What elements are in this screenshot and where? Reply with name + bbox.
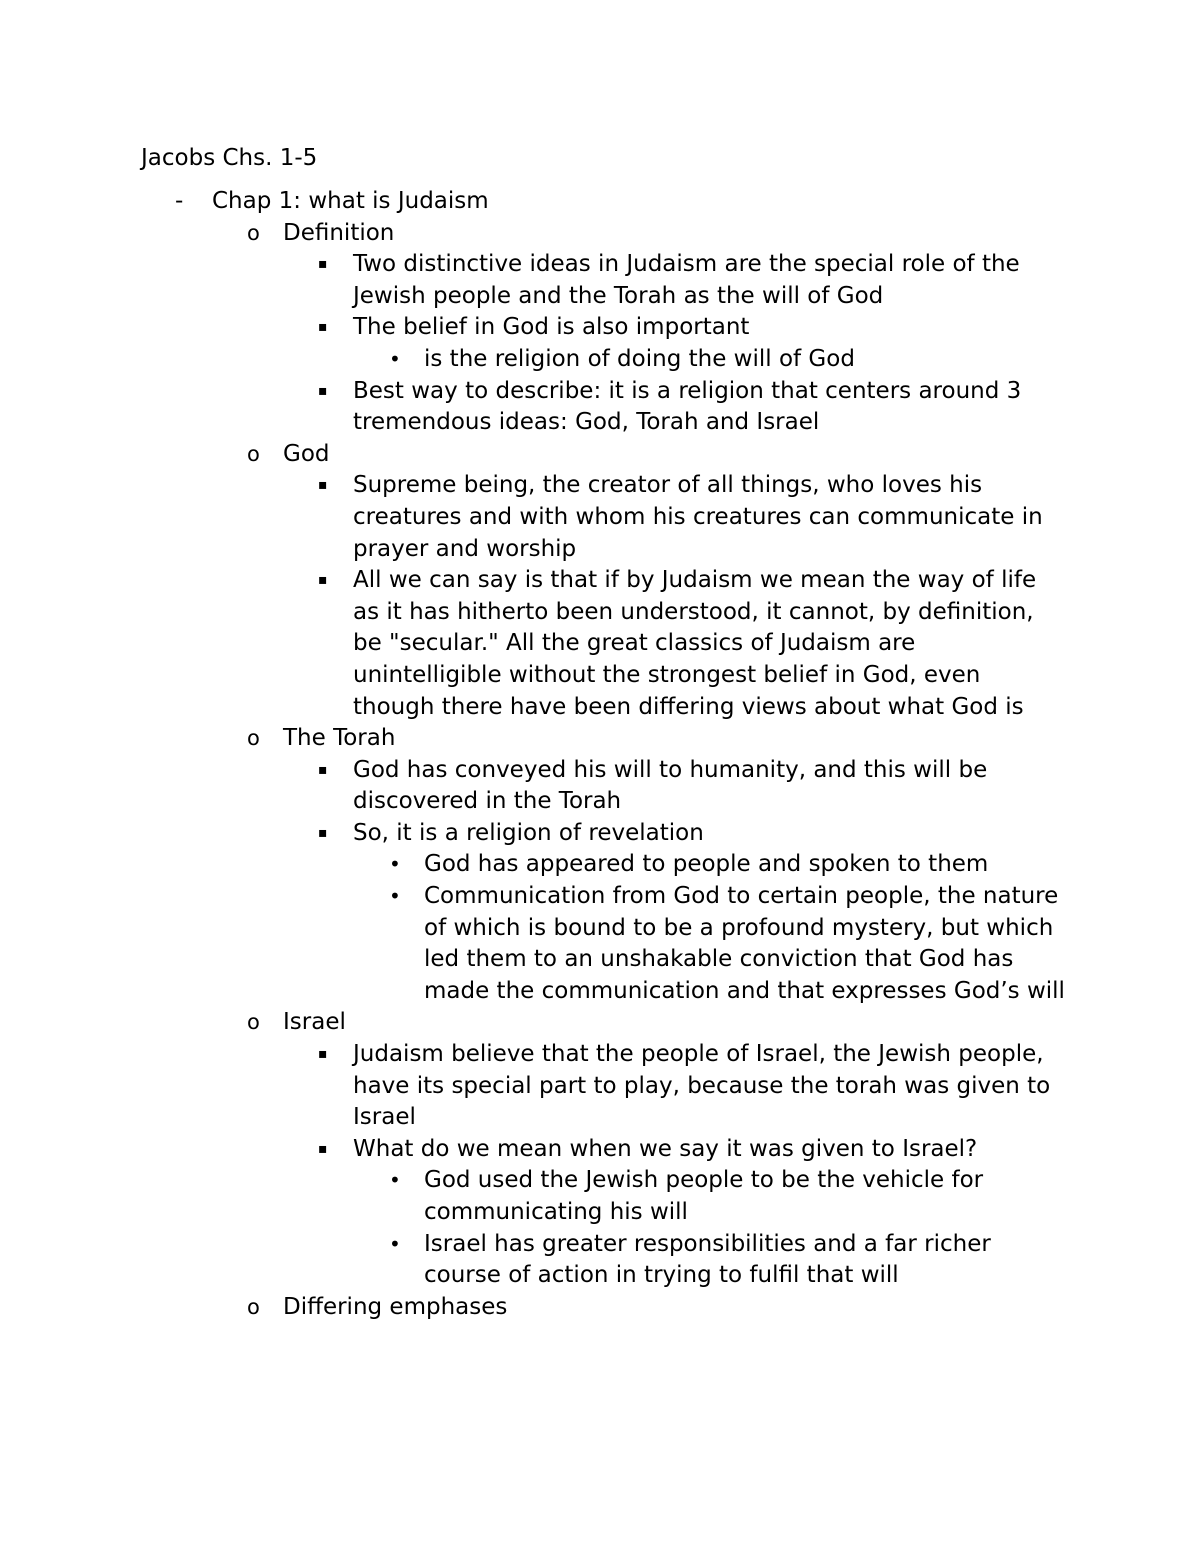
list-item-israel (0, 1007, 1063, 1039)
bullet-marker: • (389, 884, 401, 909)
list-item (0, 755, 1065, 818)
list-item-text: God used the Jewish people to be the vehicle for communicating his will (424, 1167, 984, 1225)
list-item-definition (0, 218, 1063, 250)
list-item (0, 1039, 1065, 1134)
list-item-text: What do we mean when we say it was given to Israel? (353, 1135, 978, 1162)
list-item (0, 818, 1065, 850)
circle-marker: o (247, 1294, 260, 1319)
list-item (0, 881, 1065, 1007)
list-item-text: God has appeared to people and spoken to them (424, 851, 989, 878)
bullet-marker: • (389, 1168, 401, 1193)
list-item (0, 470, 1065, 565)
square-marker: ▪ (318, 382, 328, 399)
list-item-text: Communication from God to certain people, the nature of which is bound to be a profound mystery, but which led them to an unshakable conviction that God has made the communication and that expresses God’s will (424, 883, 1065, 1004)
list-item (0, 849, 1065, 881)
square-marker: ▪ (318, 572, 328, 589)
circle-marker: o (247, 441, 260, 466)
list-item-god (0, 439, 1063, 471)
list-item (0, 249, 1065, 312)
square-marker: ▪ (318, 319, 328, 336)
section-heading-torah: The Torah (283, 725, 396, 752)
bullet-marker: • (389, 1231, 401, 1256)
document-title: Jacobs Chs. 1-5 (141, 145, 318, 171)
list-item-text: Supreme being, the creator of all things, who loves his creatures and with whom his creatures can communicate in prayer and worship (353, 472, 1043, 562)
list-item (0, 376, 1065, 439)
circle-marker: o (247, 1010, 260, 1035)
square-marker: ▪ (318, 1046, 328, 1063)
list-item-emphases (0, 1292, 1063, 1324)
list-item (0, 1229, 1065, 1292)
list-item-text: So, it is a religion of revelation (353, 819, 704, 846)
list-item-text: Judaism believe that the people of Israel, the Jewish people, have its special part to play, because the torah was given to Israel (353, 1041, 1051, 1131)
list-item-text: Israel has greater responsibilities and a far richer course of action in trying to fulfil that will (424, 1230, 991, 1289)
circle-marker: o (247, 726, 260, 751)
dash-marker: - (175, 188, 184, 214)
list-item (0, 1165, 1065, 1228)
square-marker: ▪ (318, 761, 328, 778)
section-heading-emphases: Differing emphases (283, 1293, 508, 1320)
square-marker: ▪ (318, 477, 328, 494)
list-item-text: is the religion of doing the will of God (424, 345, 855, 372)
list-item-chapter (0, 186, 1062, 218)
list-item-text: The belief in God is also important (353, 314, 750, 341)
list-item (0, 1134, 1065, 1166)
circle-marker: o (247, 220, 260, 245)
list-item (0, 312, 1065, 344)
list-item-text: All we can say is that if by Judaism we mean the way of life as it has hitherto been understood, it cannot, by definition, be "secular." All the great classics of Judaism are unintelligible without the strongest belief in God, even though there have been differing views about what God is (353, 567, 1037, 720)
square-marker: ▪ (318, 1140, 328, 1157)
list-item-text: Best way to describe: it is a religion that centers around 3 tremendous ideas: God, Torah and Israel (353, 377, 1022, 436)
square-marker: ▪ (318, 256, 328, 273)
bullet-marker: • (389, 346, 401, 371)
chapter-heading: Chap 1: what is Judaism (212, 188, 489, 214)
bullet-marker: • (389, 852, 401, 877)
outline-list (0, 186, 1200, 1323)
section-heading-definition: Definition (283, 219, 395, 246)
square-marker: ▪ (318, 824, 328, 841)
section-heading-israel: Israel (283, 1009, 346, 1036)
list-item (0, 344, 1065, 376)
list-item-torah (0, 723, 1063, 755)
list-item-text: God has conveyed his will to humanity, and this will be discovered in the Torah (353, 756, 988, 815)
list-item (0, 565, 1065, 723)
list-item-text: Two distinctive ideas in Judaism are the special role of the Jewish people and the Torah as the will of God (353, 251, 1020, 309)
section-heading-god: God (283, 440, 330, 467)
